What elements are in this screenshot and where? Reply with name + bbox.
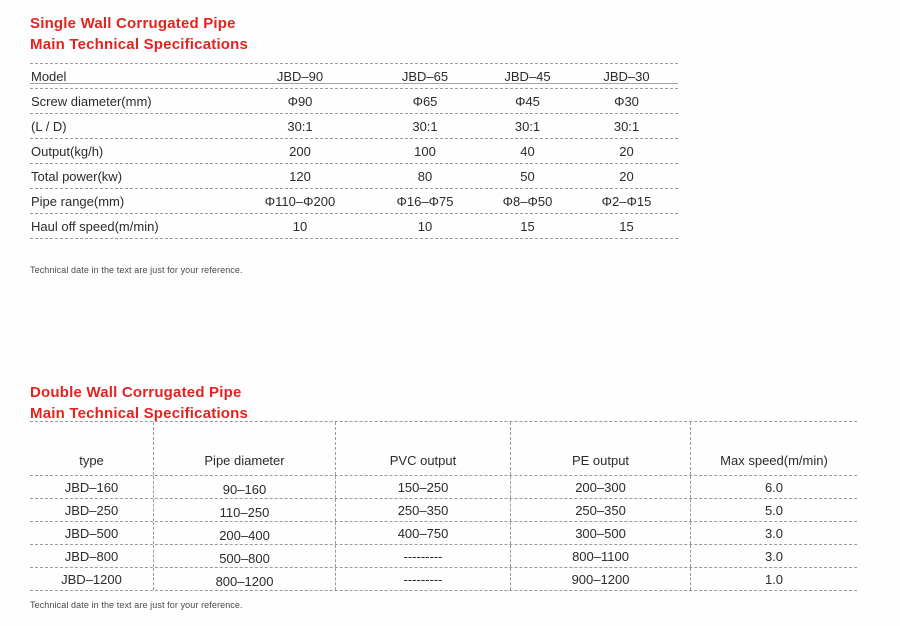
table-row-jbd1200 [30,568,857,591]
table-row-jbd800 [30,545,857,568]
cell-pipe-diameter: 800–1200 [153,568,335,590]
row-label: Screw diameter(mm) [31,93,152,109]
cell-pipe-diameter: 200–400 [153,522,335,544]
table-cell: JBD–45 [504,68,551,84]
column-header-max-speed: Max speed(m/min) [690,422,857,475]
table-cell: 15 [520,218,535,234]
single-wall-title-line1: Single Wall Corrugated Pipe [30,15,236,32]
table-row-model [30,64,678,89]
table-row-ld-ratio [30,114,678,139]
cell-pipe-diameter: 500–800 [153,545,335,567]
table-cell: 40 [520,143,535,159]
table-row-jbd250 [30,499,857,522]
table-row-jbd160 [30,476,857,499]
table-cell: 50 [520,168,535,184]
cell-max-speed: 1.0 [690,568,857,590]
table-cell: 30:1 [613,118,640,134]
cell-type: JBD–500 [64,525,119,541]
table-cell: JBD–65 [401,68,449,84]
cell-pvc-output-empty: --------- [335,568,510,590]
cell-pe-output: 250–350 [510,499,690,521]
table-row-haul-off-speed [30,214,678,239]
table-row-jbd500 [30,522,857,545]
cell-pipe-diameter: 110–250 [153,499,335,521]
single-wall-spec-table [30,63,678,239]
table-row-screw-diameter [30,89,678,114]
double-wall-footnote: Technical date in the text are just for your reference. [30,600,243,610]
cell-max-speed: 3.0 [690,522,857,544]
cell-pvc-output-empty: --------- [335,545,510,567]
table-cell: 20 [619,168,634,184]
cell-max-speed: 3.0 [690,545,857,567]
table-cell: Φ45 [515,93,540,109]
table-row-total-power [30,164,678,189]
double-wall-title-line2: Main Technical Specifications [30,405,249,422]
single-wall-section-title [30,13,248,55]
column-header-pvc-output: PVC output [335,422,510,475]
double-wall-spec-table [30,421,857,591]
table-cell: 20 [619,143,634,159]
column-header-pipe-diameter: Pipe diameter [153,422,335,475]
row-label: Output(kg/h) [31,143,104,159]
table-cell: 30:1 [514,118,541,134]
column-header-type: type [79,453,104,468]
double-wall-section-title [30,382,248,424]
table-cell: Φ90 [287,93,313,109]
table-row-output [30,139,678,164]
table-cell: Φ2–Φ15 [601,193,652,209]
cell-pvc-output: 400–750 [335,522,510,544]
cell-pipe-diameter: 90–160 [153,476,335,498]
cell-pe-output: 300–500 [510,522,690,544]
table-cell: 30:1 [287,118,313,134]
table-cell: 15 [619,218,634,234]
table-cell: 10 [417,218,433,234]
row-label: Haul off speed(m/min) [31,218,159,234]
table-cell: 10 [292,218,308,234]
cell-pe-output: 900–1200 [510,568,690,590]
cell-max-speed: 6.0 [690,476,857,498]
single-wall-footnote: Technical date in the text are just for your reference. [30,265,243,275]
cell-type: JBD–160 [64,479,119,495]
table-cell: JBD–90 [276,68,324,84]
table-cell: 100 [414,143,436,159]
table-cell: 200 [289,143,311,159]
double-wall-title-line1: Double Wall Corrugated Pipe [30,384,242,401]
table-row-pipe-range [30,189,678,214]
table-cell: Φ8–Φ50 [502,193,553,209]
table-cell: Φ110–Φ200 [264,193,336,209]
cell-type: JBD–250 [64,502,119,518]
row-label: Total power(kw) [31,168,123,184]
cell-pvc-output: 150–250 [335,476,510,498]
single-wall-title-line2: Main Technical Specifications [30,36,249,53]
cell-type: JBD–800 [64,548,119,564]
cell-type: JBD–1200 [61,571,122,587]
table-cell: Φ65 [412,93,438,109]
table-cell: Φ30 [614,93,639,109]
row-label: Pipe range(mm) [31,193,125,209]
table-cell: 30:1 [412,118,438,134]
row-label: (L / D) [31,118,67,134]
table-cell: Φ16–Φ75 [396,193,454,209]
cell-pvc-output: 250–350 [335,499,510,521]
cell-pe-output: 800–1100 [510,545,690,567]
cell-max-speed: 5.0 [690,499,857,521]
table-cell: JBD–30 [603,68,650,84]
table-cell: 120 [289,168,311,184]
table-header-row [30,422,857,476]
column-header-pe-output: PE output [510,422,690,475]
row-label: Model [31,68,67,84]
table-cell: 80 [417,168,433,184]
cell-pe-output: 200–300 [510,476,690,498]
